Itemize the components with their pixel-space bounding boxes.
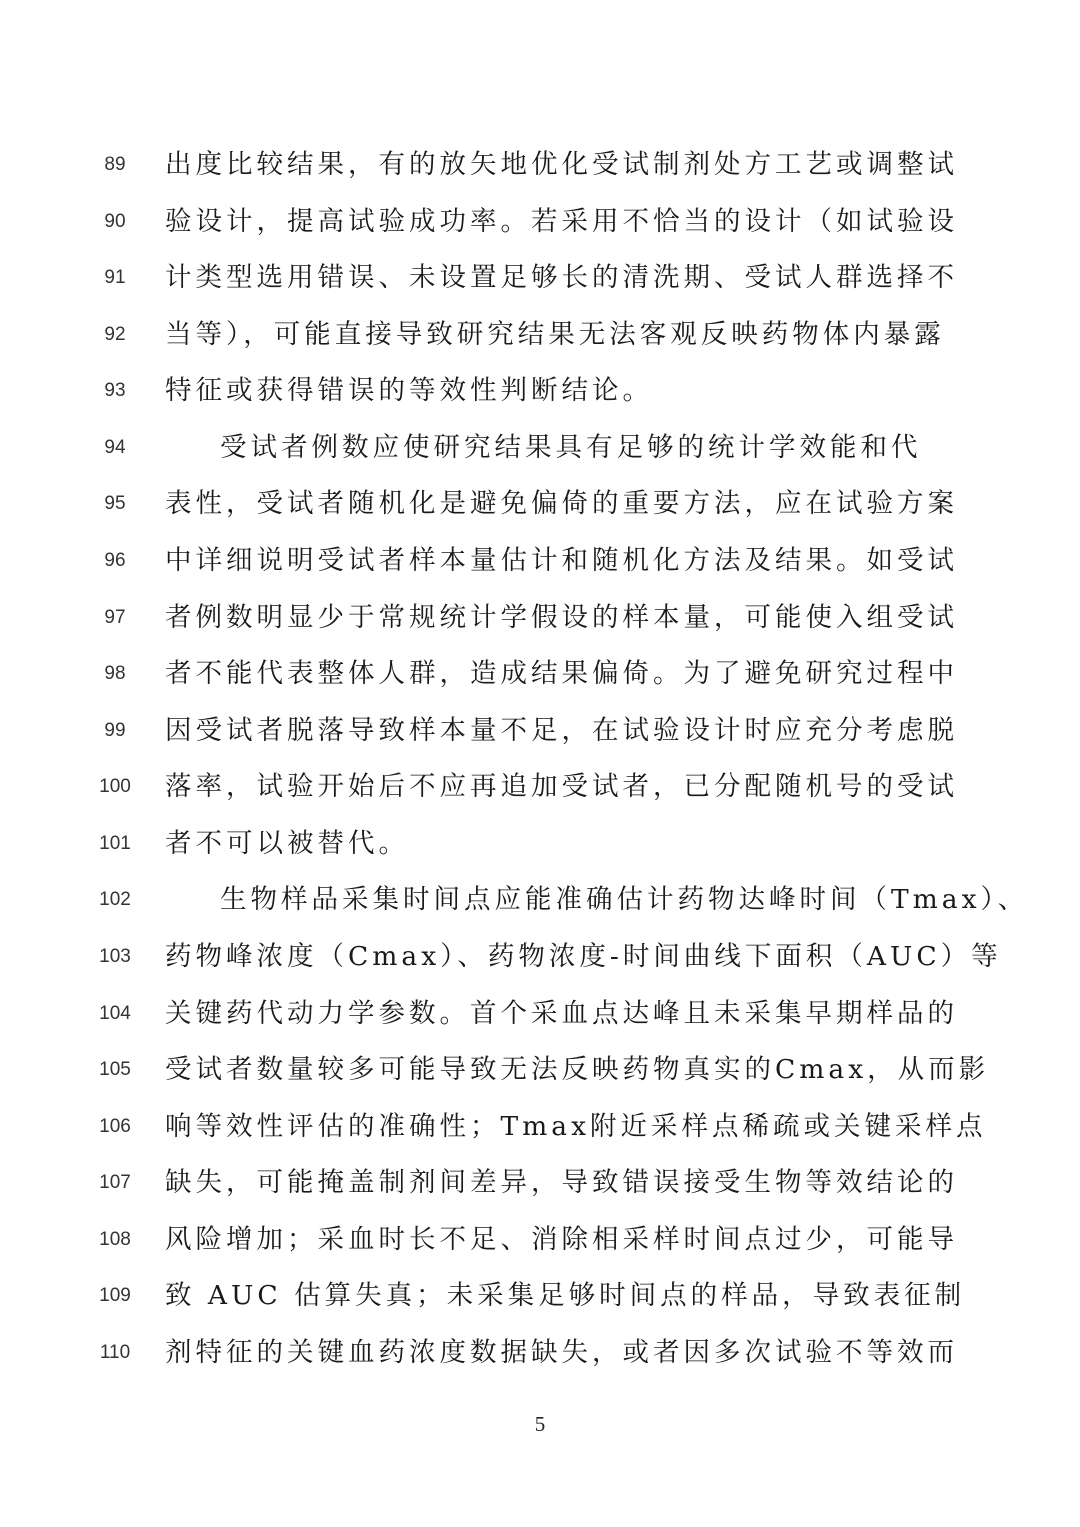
document-line xyxy=(0,191,1080,247)
document-line xyxy=(0,473,1080,529)
line-text: 受试者例数应使研究结果具有足够的统计学效能和代 xyxy=(220,432,922,463)
document-line xyxy=(0,417,1080,473)
line-text: 特征或获得错误的等效性判断结论。 xyxy=(165,375,653,406)
document-line xyxy=(0,1039,1080,1095)
line-text: 表性，受试者随机化是避免偏倚的重要方法，应在试验方案 xyxy=(165,488,958,519)
line-text: 致 AUC 估算失真；未采集足够时间点的样品，导致表征制 xyxy=(165,1280,966,1311)
document-line xyxy=(0,926,1080,982)
line-number: 102 xyxy=(99,889,131,910)
line-number: 89 xyxy=(104,154,126,175)
line-number: 104 xyxy=(99,1003,131,1024)
document-line xyxy=(0,360,1080,416)
document-line xyxy=(0,530,1080,586)
document-line xyxy=(0,247,1080,303)
line-text: 计类型选用错误、未设置足够长的清洗期、受试人群选择不 xyxy=(165,262,958,293)
line-number: 97 xyxy=(104,607,126,628)
line-text: 响等效性评估的准确性；Tmax附近采样点稀疏或关键采样点 xyxy=(165,1111,987,1142)
document-line xyxy=(0,304,1080,360)
document-line xyxy=(0,756,1080,812)
line-text: 者不能代表整体人群，造成结果偏倚。为了避免研究过程中 xyxy=(165,658,958,689)
document-line xyxy=(0,1209,1080,1265)
line-text: 落率，试验开始后不应再追加受试者，已分配随机号的受试 xyxy=(165,771,958,802)
document-line xyxy=(0,1322,1080,1378)
line-text: 受试者数量较多可能导致无法反映药物真实的Cmax，从而影 xyxy=(165,1054,990,1085)
line-number: 95 xyxy=(104,493,126,514)
line-text: 当等），可能直接导致研究结果无法客观反映药物体内暴露 xyxy=(165,319,945,350)
line-text: 者不可以被替代。 xyxy=(165,828,409,859)
document-line xyxy=(0,983,1080,1039)
line-number: 93 xyxy=(104,380,126,401)
line-number: 106 xyxy=(99,1116,131,1137)
document-line xyxy=(0,700,1080,756)
line-number: 92 xyxy=(104,324,126,345)
line-number: 109 xyxy=(99,1285,131,1306)
line-number: 103 xyxy=(99,946,131,967)
line-number: 110 xyxy=(99,1342,131,1363)
line-text: 验设计，提高试验成功率。若采用不恰当的设计（如试验设 xyxy=(165,206,958,237)
line-text: 剂特征的关键血药浓度数据缺失，或者因多次试验不等效而 xyxy=(165,1337,958,1368)
line-number: 107 xyxy=(99,1172,131,1193)
line-text: 出度比较结果，有的放矢地优化受试制剂处方工艺或调整试 xyxy=(165,149,958,180)
line-number: 96 xyxy=(104,550,126,571)
line-number: 90 xyxy=(104,211,126,232)
line-text: 中详细说明受试者样本量估计和随机化方法及结果。如受试 xyxy=(165,545,958,576)
line-text: 药物峰浓度（Cmax）、药物浓度-时间曲线下面积（AUC）等 xyxy=(165,941,1002,972)
line-text: 风险增加；采血时长不足、消除相采样时间点过少，可能导 xyxy=(165,1224,958,1255)
document-line xyxy=(0,134,1080,190)
line-number: 99 xyxy=(104,720,126,741)
document-line xyxy=(0,587,1080,643)
line-text: 缺失，可能掩盖制剂间差异，导致错误接受生物等效结论的 xyxy=(165,1167,958,1198)
line-text: 者例数明显少于常规统计学假设的样本量，可能使入组受试 xyxy=(165,602,958,633)
line-text: 关键药代动力学参数。首个采血点达峰且未采集早期样品的 xyxy=(165,998,958,1029)
document-line xyxy=(0,869,1080,925)
line-number: 98 xyxy=(104,663,126,684)
document-line xyxy=(0,1265,1080,1321)
document-line xyxy=(0,1096,1080,1152)
line-number: 100 xyxy=(99,776,131,797)
line-number: 105 xyxy=(99,1059,131,1080)
line-number: 94 xyxy=(104,437,126,458)
document-line xyxy=(0,813,1080,869)
line-number: 108 xyxy=(99,1229,131,1250)
document-line xyxy=(0,1152,1080,1208)
line-text: 生物样品采集时间点应能准确估计药物达峰时间（Tmax）、 xyxy=(220,884,1029,915)
line-number: 101 xyxy=(99,833,131,854)
line-number: 91 xyxy=(104,267,126,288)
page-number: 5 xyxy=(534,1412,546,1436)
document-line xyxy=(0,643,1080,699)
line-text: 因受试者脱落导致样本量不足，在试验设计时应充分考虑脱 xyxy=(165,715,958,746)
